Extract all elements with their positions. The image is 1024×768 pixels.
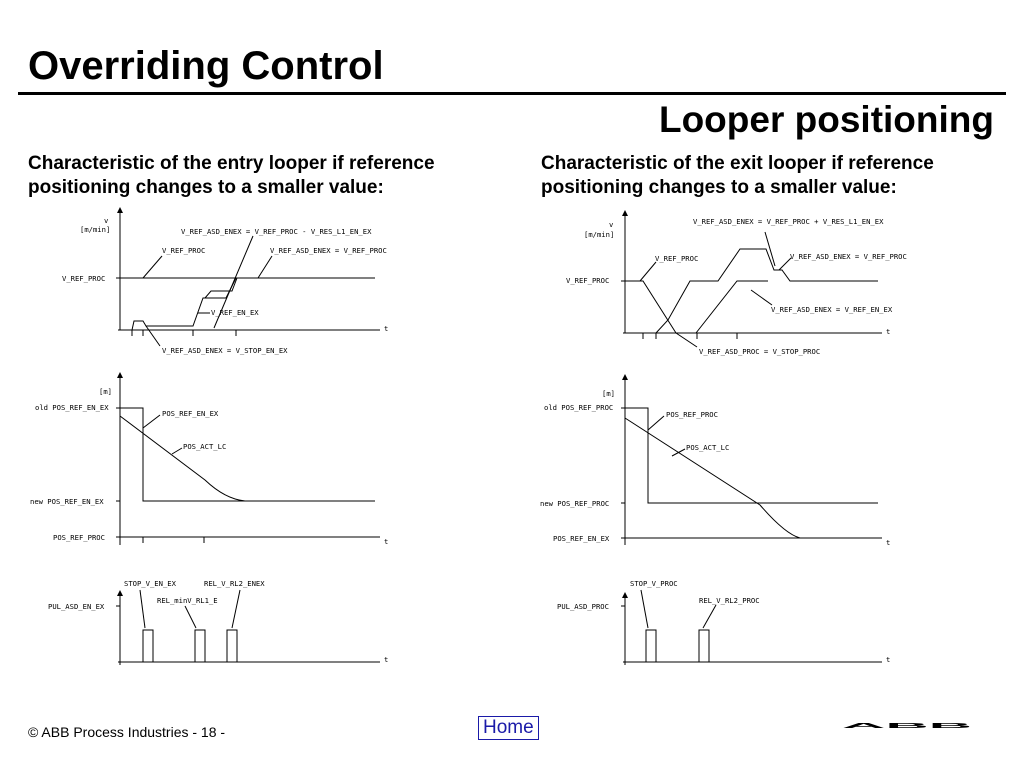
entry-t2: t [384,537,389,546]
exit-eq3: V_REF_ASD_ENEX = V_REF_EN_EX [771,305,893,314]
entry-new-pos-label: new POS_REF_EN_EX [30,497,104,506]
exit-pulse-stop [646,630,656,662]
exit-rel-rl2-annot: REL_V_RL2_PROC [699,596,760,605]
entry-pos-ref-leader [143,415,160,428]
exit-v-label: v [609,220,614,229]
entry-pos-act-curve [120,416,375,501]
exit-pos-ref-en-ex-label: POS_REF_EN_EX [553,534,610,543]
home-link[interactable]: Home [478,716,539,740]
caption-exit-looper: Characteristic of the exit looper if reference positioning changes to a smaller value: [541,153,934,198]
exit-rel-rl2-leader [703,605,716,628]
entry-t1: t [384,324,389,333]
exit-pos-ref-curve [625,408,878,503]
exit-v-ref-proc-curve [625,281,676,333]
exit-pulse-graph [557,579,890,665]
exit-pos-act-curve [625,418,878,538]
exit-pos-ref-leader [648,416,664,430]
entry-pulse-graph [48,579,388,665]
exit-eq1: V_REF_ASD_ENEX = V_REF_PROC + V_RES_L1_EN_EX [693,217,884,226]
exit-eq3-leader [751,290,772,305]
entry-rel-rl2-leader [232,590,240,628]
exit-t3: t [886,655,891,664]
entry-old-pos-label: old POS_REF_EN_EX [35,403,109,412]
entry-ref-proc-annot: V_REF_PROC [162,246,206,255]
exit-eq4-leader [676,333,697,347]
exit-v-ref-proc-label: V_REF_PROC [566,276,610,285]
abb-logo-text: ABB [842,721,972,730]
exit-t2: t [886,538,891,547]
exit-position-graph [540,377,890,547]
entry-position-graph [30,375,388,546]
exit-pulse-rel-rl2 [699,630,709,662]
entry-pos-ref-annot: POS_REF_EN_EX [162,409,219,418]
entry-pulse-rel-min [195,630,205,662]
logo-stripe [842,699,974,701]
footer-copyright: © ABB Process Industries - 18 - [28,724,226,740]
caption-entry-looper: Characteristic of the entry looper if reference positioning changes to a smaller value: [28,153,435,198]
entry-rel-min-annot: REL_minV_RL1_E [157,596,218,605]
exit-pos-act-annot: POS_ACT_LC [686,443,730,452]
entry-rel-rl2-annot: REL_V_RL2_ENEX [204,579,265,588]
entry-eq3: V_REF_ASD_ENEX = V_STOP_EN_EX [162,346,288,355]
entry-pos-act-leader [172,448,182,454]
exit-new-pos-label: new POS_REF_PROC [540,499,610,508]
exit-old-pos-label: old POS_REF_PROC [544,403,614,412]
entry-ref-proc-leader [143,256,162,278]
slide-title: Overriding Control [28,44,384,88]
entry-v-unit: [m/min] [80,225,111,234]
exit-velocity-graph [566,213,907,356]
entry-pos-act-annot: POS_ACT_LC [183,442,227,451]
exit-ref-proc-leader [640,262,656,281]
entry-t3: t [384,655,389,664]
exit-eq4: V_REF_ASD_PROC = V_STOP_PROC [699,347,821,356]
entry-pul-label: PUL_ASD_EN_EX [48,602,105,611]
entry-pulse-stop [143,630,153,662]
entry-velocity-graph [62,210,388,355]
exit-v-ref-en-ex-curve [696,281,768,333]
exit-ref-proc-annot: V_REF_PROC [655,254,699,263]
entry-pos-unit: [m] [99,387,112,396]
slide-subtitle: Looper positioning [658,99,994,140]
entry-eq2: V_REF_ASD_ENEX = V_REF_PROC [270,246,387,255]
entry-rel-min-leader [185,606,196,628]
abb-logo [842,684,974,732]
entry-pos-ref-curve [120,408,375,501]
entry-v-label: v [104,216,109,225]
entry-pulse-rel-rl2 [227,630,237,662]
entry-v-ref-proc-label: V_REF_PROC [62,274,106,283]
exit-stop-leader [641,590,648,628]
entry-eq1: V_REF_ASD_ENEX = V_REF_PROC - V_RES_L1_EN_EX [181,227,372,236]
entry-eq3-leader [146,326,160,346]
entry-stop-annot: STOP_V_EN_EX [124,579,176,588]
entry-v-ref-asd-curve [120,278,236,330]
exit-eq2: V_REF_ASD_ENEX = V_REF_PROC [790,252,907,261]
exit-v-unit: [m/min] [584,230,615,239]
entry-v-ref-asd-curve-upper [205,278,237,298]
exit-t1: t [886,327,891,336]
exit-pul-label: PUL_ASD_PROC [557,602,609,611]
exit-pos-unit: [m] [602,389,615,398]
exit-stop-annot: STOP_V_PROC [630,579,678,588]
exit-pos-ref-annot: POS_REF_PROC [666,410,718,419]
entry-stop-leader [140,590,145,628]
entry-v-ref-en-ex: V_REF_EN_EX [211,308,259,317]
entry-pos-ref-proc-label: POS_REF_PROC [53,533,105,542]
entry-eq2-leader [258,256,272,278]
logo-stripe [842,713,974,715]
